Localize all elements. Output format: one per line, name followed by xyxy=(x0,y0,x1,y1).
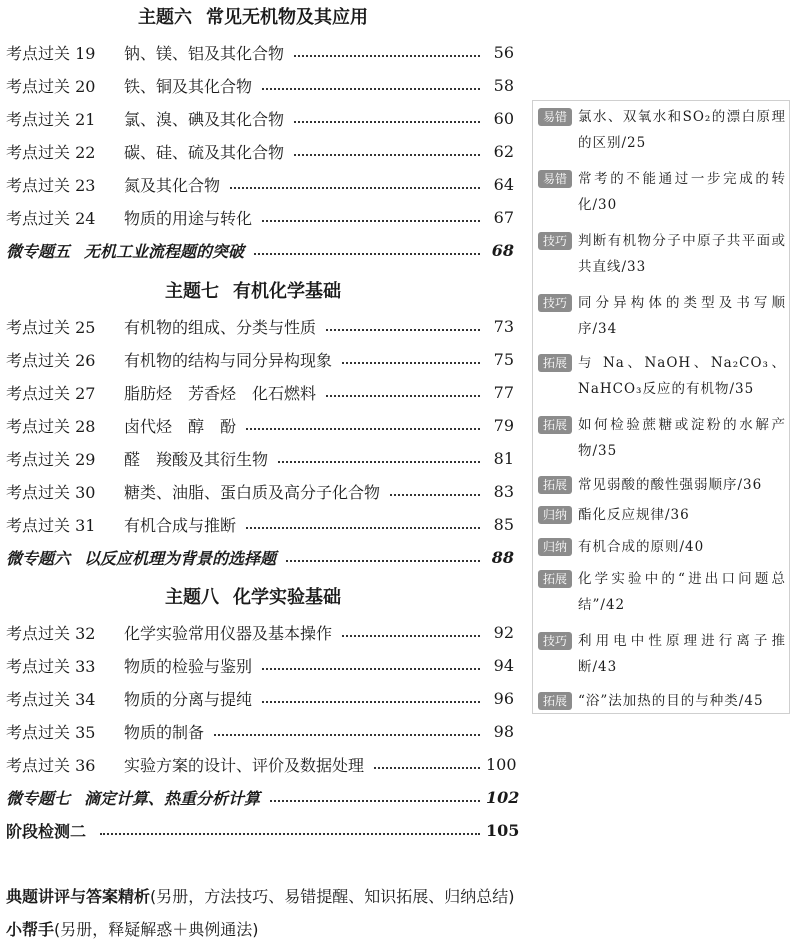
toc-page: 60 xyxy=(493,108,514,128)
toc-leader xyxy=(390,492,480,496)
toc-row[interactable] xyxy=(6,169,514,199)
theme-name: 化学实验基础 xyxy=(233,587,341,608)
toc-page: 105 xyxy=(486,820,520,840)
toc-leader xyxy=(278,459,480,463)
tip-item xyxy=(538,502,786,528)
toc-code: 考点过关 24 xyxy=(6,208,96,228)
toc-leader xyxy=(254,251,480,255)
tip-badge: 拓展 xyxy=(538,416,572,434)
toc-leader xyxy=(262,218,480,222)
toc-leader xyxy=(294,53,480,57)
toc-title: 氯、溴、碘及其化合物 xyxy=(124,109,285,129)
toc-code: 考点过关 34 xyxy=(6,689,96,709)
toc-page: 58 xyxy=(493,75,514,95)
tip-text: 有机合成的原则/40 xyxy=(578,539,705,555)
toc-title: 以反应机理为背景的选择题 xyxy=(84,548,277,568)
toc-row[interactable] xyxy=(6,749,517,779)
toc-page: 68 xyxy=(491,240,514,260)
toc-code: 考点过关 30 xyxy=(6,482,96,502)
toc-code: 考点过关 33 xyxy=(6,656,96,676)
toc-code: 微专题五 xyxy=(6,241,71,261)
tip-badge: 技巧 xyxy=(538,294,572,312)
tip-badge: 拓展 xyxy=(538,476,572,494)
toc-title: 有机物的组成、分类与性质 xyxy=(124,317,317,337)
toc-title: 有机合成与推断 xyxy=(124,515,237,535)
toc-leader xyxy=(342,633,480,637)
theme-title-7 xyxy=(0,280,520,304)
footer-helper-booklet xyxy=(6,917,259,940)
toc-title: 钠、镁、铝及其化合物 xyxy=(124,43,285,63)
theme-label: 主题八 xyxy=(165,587,219,608)
toc-title: 碳、硅、硫及其化合物 xyxy=(124,142,285,162)
toc-title: 氮及其化合物 xyxy=(124,175,221,195)
toc-page: 83 xyxy=(493,481,514,501)
toc-page: 64 xyxy=(493,174,514,194)
toc-code: 考点过关 22 xyxy=(6,142,96,162)
tip-item xyxy=(538,412,786,464)
tip-item xyxy=(538,104,786,156)
toc-code: 考点过关 29 xyxy=(6,449,96,469)
toc-page: 94 xyxy=(493,655,514,675)
footer-answer-note: (另册，方法技巧、易错提醒、知识拓展、归纳总结) xyxy=(150,887,515,906)
toc-code: 考点过关 19 xyxy=(6,43,96,63)
toc-leader xyxy=(294,152,480,156)
tip-text: 常考的不能通过一步完成的转化/30 xyxy=(578,171,786,213)
toc-leader xyxy=(326,393,480,397)
tip-badge: 归纳 xyxy=(538,538,572,556)
toc-title: 醛 羧酸及其衍生物 xyxy=(124,449,269,469)
toc-row-stage-test[interactable] xyxy=(6,815,520,845)
toc-code: 考点过关 23 xyxy=(6,175,96,195)
toc-code: 微专题六 xyxy=(6,548,71,568)
tip-text: 氯水、双氧水和SO₂的漂白原理的区别/25 xyxy=(578,109,786,151)
toc-page: 85 xyxy=(493,514,514,534)
toc-row[interactable] xyxy=(6,202,514,232)
toc-page: 75 xyxy=(493,349,514,369)
toc-code: 考点过关 31 xyxy=(6,515,96,535)
toc-page: 98 xyxy=(493,721,514,741)
tip-badge: 易错 xyxy=(538,170,572,188)
toc-page: 77 xyxy=(493,382,514,402)
toc-code: 考点过关 20 xyxy=(6,76,96,96)
toc-row[interactable] xyxy=(6,683,514,713)
footer-helper-note: (另册，释疑解惑＋典例通法) xyxy=(54,920,259,939)
tip-badge: 拓展 xyxy=(538,570,572,588)
toc-row[interactable] xyxy=(6,410,514,440)
toc-page: 88 xyxy=(491,547,514,567)
toc-code: 考点过关 26 xyxy=(6,350,96,370)
theme-label: 主题六 xyxy=(138,7,192,28)
toc-page: 100 xyxy=(486,754,517,774)
toc-title: 物质的用途与转化 xyxy=(124,208,253,228)
toc-leader xyxy=(294,119,480,123)
tip-text: 如何检验蔗糖或淀粉的水解产物/35 xyxy=(578,417,786,459)
tip-item xyxy=(538,290,786,342)
toc-row[interactable] xyxy=(6,136,514,166)
toc-title: 无机工业流程题的突破 xyxy=(84,241,245,261)
toc-page: 73 xyxy=(493,316,514,336)
tip-item xyxy=(538,688,786,714)
tip-item xyxy=(538,534,786,560)
toc-title: 滴定计算、热重分析计算 xyxy=(84,788,261,808)
toc-row[interactable] xyxy=(6,344,514,374)
tip-badge: 拓展 xyxy=(538,354,572,372)
toc-row[interactable] xyxy=(6,443,514,473)
tip-item xyxy=(538,350,786,402)
theme-name: 常见无机物及其应用 xyxy=(206,7,368,28)
tip-text: 利用电中性原理进行离子推断/43 xyxy=(578,633,786,675)
toc-row[interactable] xyxy=(6,650,514,680)
toc-code: 考点过关 35 xyxy=(6,722,96,742)
toc-title: 糖类、油脂、蛋白质及高分子化合物 xyxy=(124,482,381,502)
toc-page: 81 xyxy=(493,448,514,468)
toc-row-special[interactable] xyxy=(6,235,514,265)
toc-page: 92 xyxy=(493,622,514,642)
tip-badge: 技巧 xyxy=(538,632,572,650)
tip-item xyxy=(538,566,786,618)
toc-code: 考点过关 21 xyxy=(6,109,96,129)
toc-leader xyxy=(374,765,480,769)
toc-leader xyxy=(230,185,480,189)
tip-text: 化学实验中的“进出口问题总结”/42 xyxy=(578,571,786,613)
toc-code: 考点过关 32 xyxy=(6,623,96,643)
tip-badge: 拓展 xyxy=(538,692,572,710)
toc-title: 物质的制备 xyxy=(124,722,205,742)
footer-answer-booklet xyxy=(6,884,515,907)
tip-item xyxy=(538,228,786,280)
toc-leader xyxy=(100,831,480,835)
toc-row-special[interactable] xyxy=(6,542,514,572)
theme-label: 主题七 xyxy=(165,281,219,302)
tip-text: 判断有机物分子中原子共平面或共直线/33 xyxy=(578,233,786,275)
tip-badge: 易错 xyxy=(538,108,572,126)
toc-leader xyxy=(326,327,480,331)
toc-page: 56 xyxy=(493,42,514,62)
toc-code: 微专题七 xyxy=(6,788,71,808)
toc-title: 卤代烃 醇 酚 xyxy=(124,416,237,436)
toc-code: 考点过关 36 xyxy=(6,755,96,775)
toc-title: 物质的分离与提纯 xyxy=(124,689,253,709)
toc-title: 实验方案的设计、评价及数据处理 xyxy=(124,755,365,775)
toc-code: 阶段检测二 xyxy=(6,821,87,841)
theme-name: 有机化学基础 xyxy=(233,281,341,302)
toc-leader xyxy=(262,666,480,670)
tip-text: “浴”法加热的目的与种类/45 xyxy=(578,693,764,709)
footer-answer-title: 典题讲评与答案精析 xyxy=(6,887,151,906)
toc-row[interactable] xyxy=(6,617,514,647)
toc-row[interactable] xyxy=(6,476,514,506)
toc-row[interactable] xyxy=(6,37,514,67)
toc-page: 62 xyxy=(493,141,514,161)
toc-code: 考点过关 25 xyxy=(6,317,96,337)
toc-row[interactable] xyxy=(6,70,514,100)
tip-text: 与 Na、NaOH、Na₂CO₃、NaHCO₃反应的有机物/35 xyxy=(578,355,786,397)
toc-page: 67 xyxy=(493,207,514,227)
tip-text: 常见弱酸的酸性强弱顺序/36 xyxy=(578,477,763,493)
toc-page: 79 xyxy=(493,415,514,435)
tip-item xyxy=(538,628,786,680)
toc-title: 铁、铜及其化合物 xyxy=(124,76,253,96)
toc-row[interactable] xyxy=(6,311,514,341)
toc-leader xyxy=(214,732,480,736)
toc-row[interactable] xyxy=(6,509,514,539)
theme-title-6 xyxy=(0,6,520,30)
toc-title: 物质的检验与鉴别 xyxy=(124,656,253,676)
toc-leader xyxy=(262,699,480,703)
toc-row[interactable] xyxy=(6,103,514,133)
toc-leader xyxy=(342,360,480,364)
toc-title: 有机物的结构与同分异构现象 xyxy=(124,350,333,370)
footer-helper-title: 小帮手 xyxy=(6,920,55,939)
toc-leader xyxy=(262,86,480,90)
toc-row[interactable] xyxy=(6,716,514,746)
tip-item xyxy=(538,166,786,218)
toc-page: 102 xyxy=(486,787,520,807)
toc-page: 96 xyxy=(493,688,514,708)
toc-leader xyxy=(286,558,480,562)
toc-title: 化学实验常用仪器及基本操作 xyxy=(124,623,333,643)
theme-title-8 xyxy=(0,586,520,610)
toc-row-special[interactable] xyxy=(6,782,520,812)
toc-code: 考点过关 28 xyxy=(6,416,96,436)
toc-code: 考点过关 27 xyxy=(6,383,96,403)
toc-row[interactable] xyxy=(6,377,514,407)
tip-text: 同分异构体的类型及书写顺序/34 xyxy=(578,295,786,337)
toc-title: 脂肪烃 芳香烃 化石燃料 xyxy=(124,383,317,403)
toc-leader xyxy=(246,525,480,529)
tip-badge: 归纳 xyxy=(538,506,572,524)
tip-text: 酯化反应规律/36 xyxy=(578,507,690,523)
toc-leader xyxy=(270,798,480,802)
tip-badge: 技巧 xyxy=(538,232,572,250)
toc-leader xyxy=(246,426,480,430)
tip-item xyxy=(538,472,786,498)
